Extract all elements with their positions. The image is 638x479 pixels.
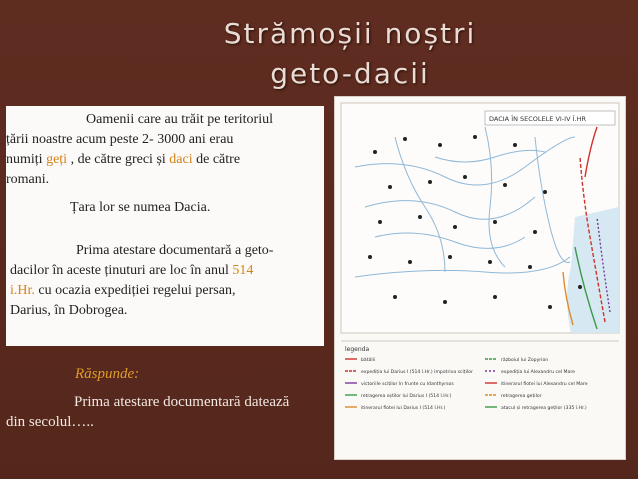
- daci-word: daci: [169, 152, 193, 167]
- intro-line-1: Oamenii care au trăit pe teritoriul: [86, 112, 273, 127]
- map-graphic: [335, 97, 625, 459]
- question-text: [6, 392, 316, 432]
- intro-line-2: țării noastre acum peste 2- 3000 ani erau: [6, 132, 234, 147]
- black-sea: [567, 207, 619, 333]
- legend-item-10: atacul și retragerea geților (335 î.Hr.): [501, 406, 587, 411]
- legend-title: legenda: [345, 346, 370, 353]
- legend-item-2: expediția lui Darius I (514 î.Hr.) împotriva sciților: [361, 370, 473, 375]
- intro-paragraph: [6, 110, 311, 190]
- answer-label: Răspunde:: [75, 366, 140, 382]
- attestation-line-4: Darius, în Dobrogea.: [10, 303, 128, 318]
- attestation-line-3-b: cu ocazia expediției regelui persan,: [34, 283, 236, 298]
- intro-line-3-c: de către: [192, 152, 241, 167]
- legend: [345, 357, 588, 411]
- attestation-paragraph: [10, 241, 310, 321]
- intro-line-3-b: , de către greci și: [67, 152, 170, 167]
- legend-item-4: retragerea oștilor lui Darius I (514 î.Hr.): [361, 394, 452, 399]
- legend-item-9: retragerea geților: [501, 394, 542, 399]
- map-title: DACIA ÎN SECOLELE VI-IV Î.HR: [489, 115, 586, 123]
- intro-line-3-a: numiți: [6, 152, 47, 167]
- country-sentence: Țara lor se numea Dacia.: [70, 200, 211, 215]
- intro-line-4: romani.: [6, 172, 50, 187]
- question-line-2: din secolul…..: [6, 414, 94, 430]
- legend-item-6: războiul lui Zopyrion: [501, 358, 549, 363]
- title-line-2: geto-dacii: [270, 57, 430, 90]
- legend-item-7: expediția lui Alexandru cel Mare: [501, 370, 575, 375]
- attestation-line-3: [10, 281, 310, 301]
- year-514: 514: [232, 263, 254, 278]
- attestation-line-2-a: dacilor în aceste ținuturi are loc în anul: [10, 263, 233, 278]
- legend-item-5: itinerarul flotei lui Darius I (514 î.Hr.): [361, 406, 446, 411]
- attestation-line-2: [10, 261, 310, 281]
- title-line-1: Strămoșii noștri: [223, 17, 477, 50]
- legend-item-1: bătălii: [361, 358, 376, 363]
- geti-word: geți: [46, 152, 68, 167]
- ihr-word: i.Hr.: [10, 283, 35, 298]
- legend-item-8: itinerarul flotei lui Alexandru cel Mare: [501, 382, 588, 387]
- intro-line-3: [6, 150, 311, 170]
- slide-title: [160, 14, 540, 94]
- attestation-line-1: Prima atestare documentară a geto-: [76, 243, 274, 258]
- legend-item-3: victoriile sciților în frunte cu Idanthyrsos: [361, 382, 454, 387]
- dacia-map: [334, 96, 626, 460]
- question-line-1: Prima atestare documentară datează: [74, 394, 290, 410]
